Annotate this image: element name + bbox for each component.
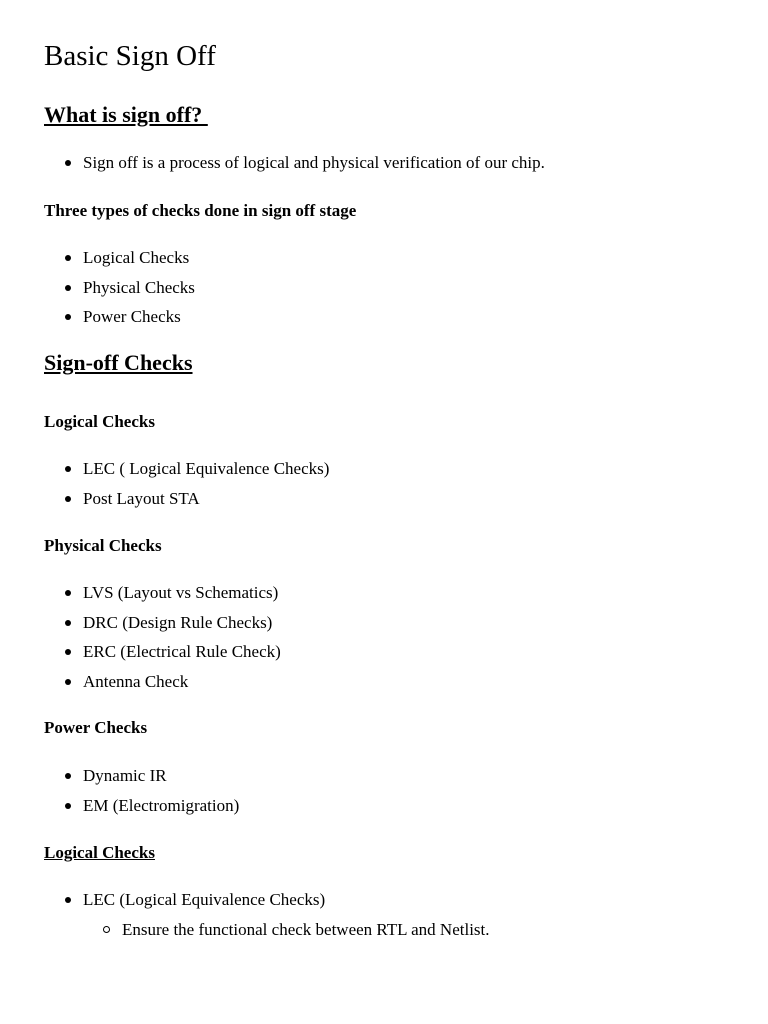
- list-item: Post Layout STA: [44, 484, 329, 514]
- list-item: DRC (Design Rule Checks): [44, 608, 281, 638]
- nested-list-item: Ensure the functional check between RTL and Netlist.: [83, 915, 490, 945]
- logical-checks-bullet-list: [44, 454, 329, 513]
- subheading-power-checks: Power Checks: [44, 718, 148, 737]
- section-heading-sign-off-checks: Sign-off Checks: [44, 350, 193, 375]
- list-item: Antenna Check: [44, 667, 281, 697]
- section-heading-logical-checks-detail: Logical Checks: [44, 843, 155, 862]
- list-item: Sign off is a process of logical and physical verification of our chip.: [44, 148, 545, 178]
- list-item-text: LEC (Logical Equivalence Checks): [83, 890, 326, 909]
- document-title: Basic Sign Off: [44, 40, 216, 72]
- power-checks-bullet-list: [44, 761, 239, 820]
- list-item: Logical Checks: [44, 243, 195, 273]
- list-item: LVS (Layout vs Schematics): [44, 578, 281, 608]
- logical-detail-bullet-list: [44, 885, 490, 944]
- subheading-logical-checks: Logical Checks: [44, 412, 155, 431]
- subheading-three-types: Three types of checks done in sign off stage: [44, 201, 357, 220]
- list-item: ERC (Electrical Rule Check): [44, 637, 281, 667]
- list-item: EM (Electromigration): [44, 791, 239, 821]
- list-item: Power Checks: [44, 302, 195, 332]
- section-heading-what-is-sign-off: What is sign off?: [44, 102, 208, 127]
- physical-checks-bullet-list: [44, 578, 281, 696]
- what-is-bullet-list: [44, 148, 545, 178]
- list-item: Dynamic IR: [44, 761, 239, 791]
- list-item: LEC ( Logical Equivalence Checks): [44, 454, 329, 484]
- nested-bullet-list: [83, 915, 490, 945]
- three-types-bullet-list: [44, 243, 195, 332]
- subheading-physical-checks: Physical Checks: [44, 536, 162, 555]
- list-item: Physical Checks: [44, 273, 195, 303]
- list-item: [44, 885, 490, 944]
